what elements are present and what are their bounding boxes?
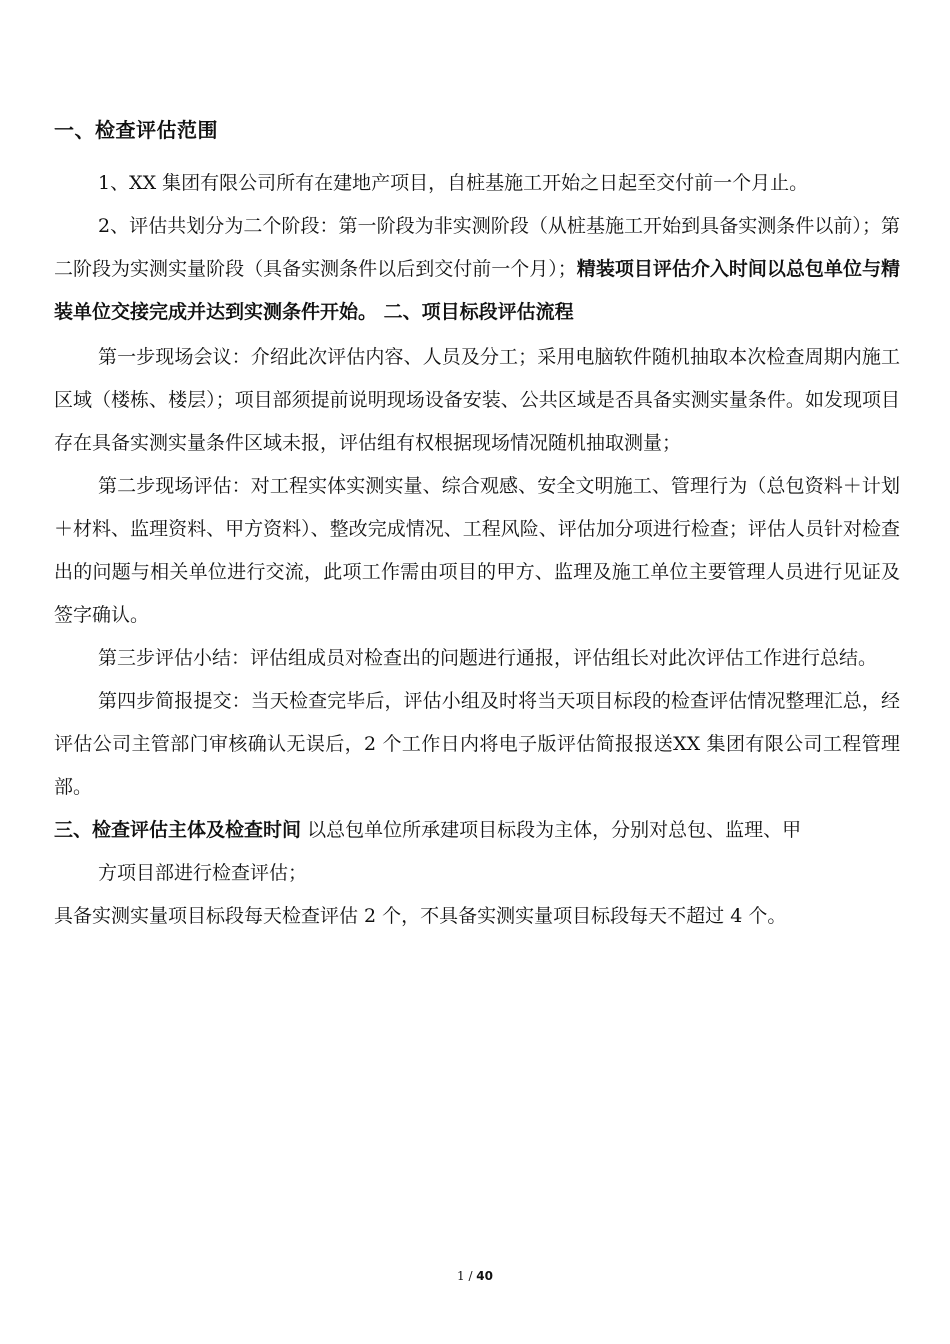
page-total: 40 <box>476 1269 493 1283</box>
page-number <box>0 1269 950 1283</box>
page-separator: / <box>464 1269 477 1283</box>
paragraph-step-2: 第二步现场评估：对工程实体实测实量、综合观感、安全文明施工、管理行为（总包资料＋计划＋材料、监理资料、甲方资料）、整改完成情况、工程风险、评估加分项进行检查；评估人员针对检查出的问题与相关单位进行交流，此项工作需由项目的甲方、监理及施工单位主要管理人员进行见证及签字确认。 <box>54 475 900 626</box>
paragraph-step-1: 第一步现场会议：介绍此次评估内容、人员及分工；采用电脑软件随机抽取本次检查周期内施工区域（楼栋、楼层）；项目部须提前说明现场设备安装、公共区域是否具备实测实量条件。如发现项目存在具备实测实量条件区域未报，评估组有权根据现场情况随机抽取测量； <box>54 346 900 454</box>
subject-line-1: 以总包单位所承建项目标段为主体，分别对总包、监理、甲 <box>307 819 802 841</box>
page-current: 1 <box>456 1269 465 1283</box>
paragraph-scope-2-bold: 精装项目评估介入时间以总包单位与精装单位交接完成并达到实测条件开始。 二、项目标段评估流程 <box>54 258 900 323</box>
paragraph-step-4: 第四步简报提交：当天检查完毕后，评估小组及时将当天项目标段的检查评估情况整理汇总，经评估公司主管部门审核确认无误后，2 个工作日内将电子版评估简报报送XX 集团有限公司工程管理部。 <box>54 690 900 798</box>
section-heading-scope: 一、检查评估范围 <box>54 118 218 142</box>
section-heading-subject: 三、检查评估主体及检查时间 <box>54 819 302 841</box>
paragraph-daily-count: 具备实测实量项目标段每天检查评估 2 个，不具备实测实量项目标段每天不超过 4 个。 <box>54 905 787 927</box>
paragraph-step-3: 第三步评估小结：评估组成员对检查出的问题进行通报，评估组长对此次评估工作进行总结。 <box>98 647 878 669</box>
subject-line-2: 方项目部进行检查评估； <box>98 862 308 884</box>
paragraph-subject-time <box>54 809 900 895</box>
paragraph-scope-2-text: 2、评估共划分为二个阶段：第一阶段为非实测阶段（从桩基施工开始到具备实测条件以前）；第二阶段为实测实量阶段（具备实测条件以后到交付前一个月）； <box>54 215 900 280</box>
paragraph-scope-2 <box>54 205 900 334</box>
paragraph-scope-1: 1、XX 集团有限公司所有在建地产项目，自桩基施工开始之日起至交付前一个月止。 <box>98 172 809 194</box>
document-body <box>54 118 900 938</box>
